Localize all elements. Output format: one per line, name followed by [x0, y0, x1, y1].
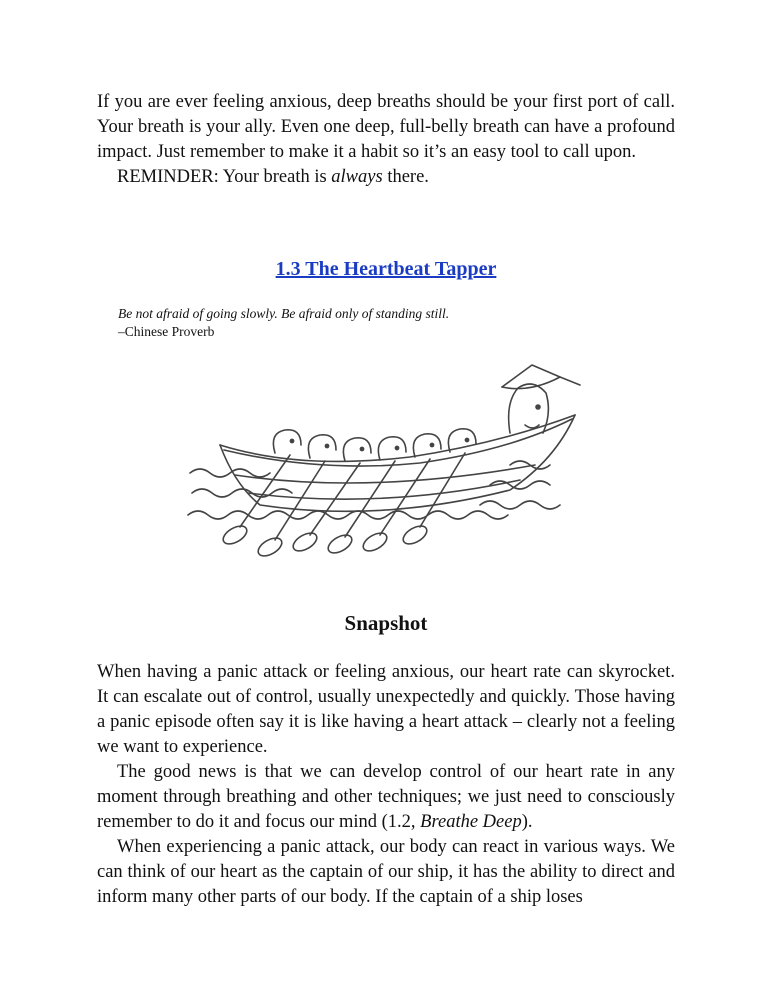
snapshot-title: Snapshot — [344, 611, 428, 635]
section-heading — [0, 258, 772, 281]
epigraph — [118, 305, 638, 341]
epigraph-attribution: –Chinese Proverb — [118, 324, 215, 339]
snapshot-paragraph-1: When having a panic attack or feeling anxious, our heart rate can skyrocket. It can escalate out of control, usually unexpectedly and quickly. Those having a panic episode often say it is like having a heart attack – clearly not a feeling we want to experience. — [97, 662, 675, 757]
rowers — [273, 429, 476, 461]
boat-hull — [220, 415, 575, 511]
section-heading-link[interactable]: 1.3 The Heartbeat Tapper — [275, 258, 497, 280]
reminder-suffix: there. — [382, 167, 429, 187]
rowing-boat-illustration — [180, 355, 600, 570]
reminder-emphasis: always — [331, 167, 383, 187]
intro-text — [97, 90, 675, 190]
snapshot-paragraph-3: When experiencing a panic attack, our body can react in various ways. We can think of our heart as the captain of our ship, it has the ability to direct and inform many other parts of our body. If the captain of a ship loses — [97, 837, 675, 907]
intro-paragraph: If you are ever feeling anxious, deep breaths should be your first port of call. Your breath is your ally. Even one deep, full-belly breath can have a profound impact. Just remember to make it a habit so it’s an easy tool to call upon. — [97, 92, 675, 162]
epigraph-quote: Be not afraid of going slowly. Be afraid only of standing still. — [118, 306, 450, 321]
snapshot-body — [97, 660, 675, 910]
paragraph-2-reference: Breathe Deep — [420, 812, 522, 832]
captain — [502, 365, 580, 433]
paragraph-2-start: The good news is that we can develop control of our heart rate in any moment through breathing and other techniques; we just need to consciously remember to do it and focus our mind (1.2, — [97, 762, 675, 832]
reminder-line — [97, 165, 675, 190]
paragraph-2-end: ). — [521, 812, 533, 832]
reminder-prefix: REMINDER: Your breath is — [117, 167, 332, 187]
snapshot-paragraph-2 — [97, 760, 675, 835]
